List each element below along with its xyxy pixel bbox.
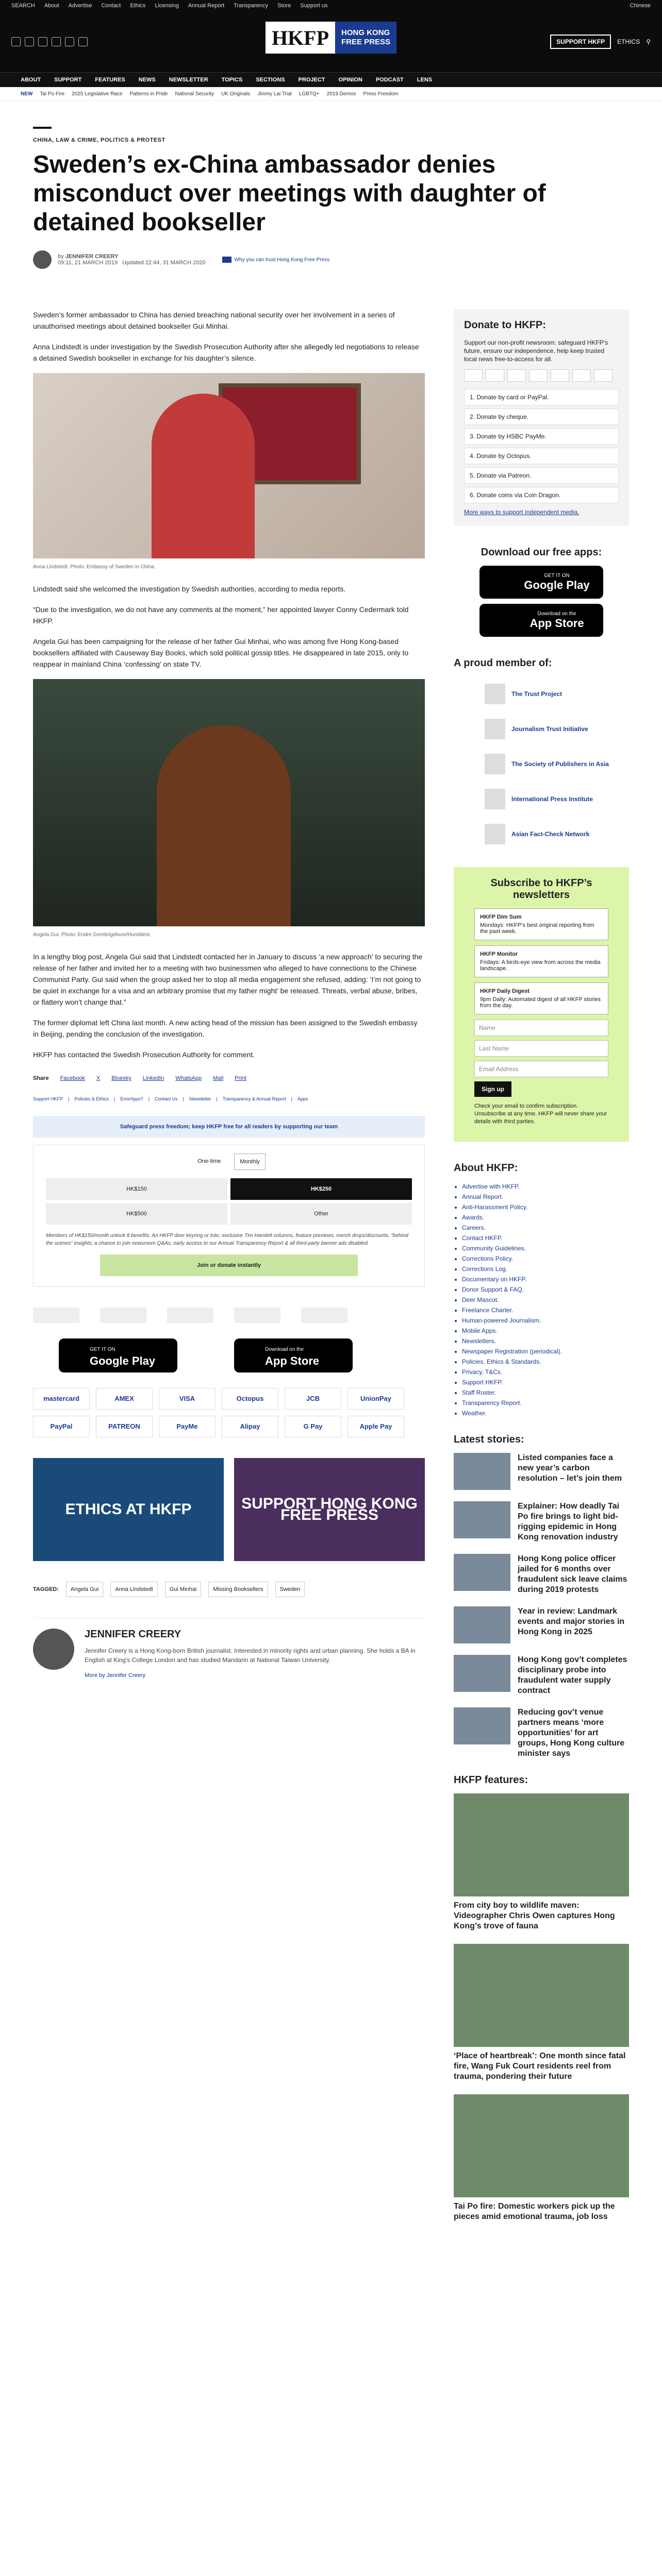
feature-title[interactable]: ‘Place of heartbreak’: One month since fatal fire, Wang Fuk Court residents reel from trauma, pondering their future [454, 2052, 626, 2081]
trending-link[interactable]: National Security [175, 91, 214, 97]
nav-item[interactable]: FEATURES [95, 77, 125, 83]
feature-item[interactable] [454, 2094, 629, 2222]
payment-logo[interactable]: VISA [159, 1388, 216, 1410]
top-link[interactable]: Licensing [155, 3, 179, 9]
member-section [454, 657, 629, 852]
footer-link[interactable]: Newsletter [189, 1096, 211, 1101]
youtube-icon[interactable] [52, 37, 61, 46]
join-donate-button[interactable]: Join or donate instantly [100, 1255, 358, 1276]
payment-logo[interactable]: AMEX [96, 1388, 153, 1410]
story-item[interactable] [454, 1655, 629, 1696]
new-badge: NEW [21, 91, 33, 97]
payment-logo[interactable]: G Pay [285, 1416, 341, 1437]
publish-date: 09:11, 21 MARCH 2019 [58, 260, 118, 266]
story-title[interactable]: Hong Kong gov’t completes disciplinary probe into fraudulent water supply contract [518, 1655, 627, 1695]
feature-thumbnail[interactable] [454, 1793, 629, 1896]
footer-link[interactable]: Support HKFP [33, 1096, 63, 1101]
paragraph: Lindstedt said she welcomed the investigation by Swedish authorities, according to media reports. [33, 585, 346, 593]
author-bio: Jennifer Creery is a Hong Kong-born British journalist. Interested in minority rights and urban planning. She holds a BA in English at King's College London and has studied Mandarin at National Taiwan University. [85, 1647, 416, 1664]
story-thumbnail[interactable] [454, 1501, 510, 1538]
donate-panel [454, 309, 629, 526]
last-name-field[interactable]: Last Name [474, 1040, 608, 1057]
member-benefits: Members of HK$150/month unlock 8 benefits: An HKFP deer keyring or tote; exclusive Tim Hamlett columns, feature previews, merch drops/discounts, “behind the scenes” insights; a chance to join newsroom Q&As; early access to our Annual Transparency Report & all third-party banner ads disabled. [46, 1233, 408, 1246]
payment-logo[interactable]: Octopus [222, 1388, 278, 1410]
paragraph: Anna Lindstedt is under investigation by the Swedish Prosecution Authority after she allegedly led negotiations to release a detained Swedish bookseller in exchange for his daughter’s silence. [33, 343, 419, 362]
logo-wordmark: HKFP [271, 26, 329, 49]
facebook-icon[interactable] [11, 37, 21, 46]
app-store-button[interactable]: Download on the App Store [479, 604, 603, 637]
story-title[interactable]: Year in review: Landmark events and major stories in Hong Kong in 2025 [518, 1607, 625, 1636]
footer-link[interactable]: Contact Us [155, 1096, 178, 1101]
about-link[interactable]: • Awards. [462, 1212, 629, 1223]
linkedin-icon[interactable] [65, 37, 74, 46]
donate-option[interactable]: 3. Donate by HSBC PayMe. [464, 428, 619, 445]
payment-methods [33, 1388, 425, 1437]
nav-item[interactable]: NEWSLETTER [169, 77, 208, 83]
amount-option[interactable]: Other [230, 1203, 412, 1225]
support-promo[interactable]: SUPPORT HONG KONG FREE PRESS [234, 1458, 425, 1561]
about-link[interactable]: • Transparency Report. [462, 1398, 629, 1408]
trending-bar [0, 87, 662, 101]
google-play-button[interactable]: GET IT ON Google Play [479, 566, 603, 599]
newsletter-title: Subscribe to HKFP’s newsletters [490, 877, 592, 901]
donate-text: Support our non-profit newsroom: safeguard HKFP’s future, ensure our independence, help keep trusted local news free-to-access for all. [464, 339, 608, 363]
story-thumbnail[interactable] [454, 1707, 510, 1744]
about-link[interactable]: • Weather. [462, 1408, 629, 1418]
by-label: by [58, 253, 64, 260]
google-play-button[interactable]: GET IT ON Google Play [59, 1338, 177, 1372]
card-icon [507, 369, 526, 382]
footer-link[interactable]: Policies & Ethics [74, 1096, 109, 1101]
card-icon [594, 369, 613, 382]
share-label: Share [33, 1075, 49, 1081]
about-link[interactable]: • Mobile Apps. [462, 1326, 629, 1336]
payment-logo[interactable]: Apple Pay [347, 1416, 404, 1437]
story-thumbnail[interactable] [454, 1453, 510, 1490]
trust-note[interactable]: Why you can trust Hong Kong Free Press [222, 257, 330, 263]
footer-link[interactable]: Error/typo? [120, 1096, 143, 1101]
divider [33, 127, 52, 129]
share-facebook[interactable]: Facebook [60, 1075, 85, 1081]
tagged-label: TAGGED: [33, 1586, 59, 1592]
feature-item[interactable] [454, 1793, 629, 1931]
about-link[interactable]: • Newsletters. [462, 1336, 629, 1346]
trending-link[interactable]: LGBTQ+ [299, 91, 320, 97]
paragraph: HKFP has contacted the Swedish Prosecution Authority for comment. [33, 1050, 255, 1059]
member-logo[interactable]: International Press Institute [454, 782, 629, 817]
latest-stories [454, 1434, 629, 1759]
article-body [33, 309, 425, 1681]
payment-logo[interactable]: PayPal [33, 1416, 90, 1437]
newsletter-option[interactable]: HKFP Daily Digest 9pm Daily: Automated digest of all HKFP stories from the day. [474, 982, 608, 1014]
paragraph: “Due to the investigation, we do not have any comments at the moment,” her appointed lawyer Conny Cedermark told HKFP. [33, 605, 409, 625]
instagram-icon[interactable] [38, 37, 47, 46]
apps-title: Download our free apps: [481, 547, 602, 558]
newsletter-signup [454, 867, 629, 1142]
card-icon [572, 369, 591, 382]
payment-logo[interactable]: UnionPay [347, 1388, 404, 1410]
trending-link[interactable]: Press Freedom [363, 91, 399, 97]
about-section [454, 1162, 629, 1418]
toggle-one-time[interactable]: One-time [197, 1158, 221, 1164]
author-name[interactable]: JENNIFER CREERY [85, 1629, 181, 1640]
name-field[interactable]: Name [474, 1020, 608, 1036]
search-icon[interactable]: ⚲ [646, 38, 651, 45]
story-title[interactable]: Explainer: How deadly Tai Po fire brings to light bid-rigging epidemic in Hong Kong renovation industry [518, 1502, 620, 1541]
story-title[interactable]: Hong Kong police officer jailed for 6 months over fraudulent sick leave claims during 2019 protests [518, 1554, 627, 1594]
nav-item[interactable]: LENS [417, 77, 433, 83]
trust-icon [222, 257, 231, 263]
article-photo-gui [33, 679, 425, 926]
about-link[interactable]: • Newspaper Registration (periodical). [462, 1346, 629, 1357]
top-link[interactable]: Ethics [130, 3, 146, 9]
afcn-logo[interactable] [301, 1308, 347, 1323]
donation-widget [33, 1145, 425, 1287]
tag[interactable]: Anna Lindstedt [110, 1582, 157, 1597]
trending-link[interactable]: UK Originals [221, 91, 251, 97]
search-link[interactable]: SEARCH [11, 3, 35, 9]
apps-section [454, 547, 629, 637]
about-link[interactable]: • Donor Support & FAQ. [462, 1284, 629, 1295]
tag[interactable]: Sweden [275, 1582, 305, 1597]
payment-logo[interactable]: PATREON [96, 1416, 153, 1437]
trending-link[interactable]: Jimmy Lai Trial [257, 91, 292, 97]
top-link[interactable]: About [44, 3, 59, 9]
donate-option[interactable]: 2. Donate by cheque. [464, 409, 619, 425]
signup-note: Check your email to confirm subscription. Unsubscribe at any time. HKFP will never share your details with third parties. [474, 1103, 607, 1125]
newsletter-option[interactable]: HKFP Monitor Fridays: A birds-eye view from across the media landscape. [474, 945, 608, 977]
tag[interactable]: Missing Booksellers [208, 1582, 268, 1597]
photo-caption: Anna Lindstedt. Photo: Embassy of Sweden in China. [33, 564, 156, 570]
member-logo[interactable]: Journalism Trust Initiative [454, 711, 629, 747]
story-item[interactable] [454, 1554, 629, 1595]
paragraph: Sweden’s former ambassador to China has denied breaching national security over her involvement in a series of unauthorised meetings about detained bookseller Gui Minhai. [33, 311, 395, 330]
member-logos-row [33, 1308, 425, 1323]
amount-option[interactable]: HK$500 [46, 1203, 227, 1225]
features-title: HKFP features: [454, 1774, 528, 1786]
trending-link[interactable]: 2019 Demos [326, 91, 356, 97]
social-icons [11, 37, 88, 46]
card-icon [551, 369, 569, 382]
donate-title: Donate to HKFP: [464, 319, 546, 331]
article-photo-lindstedt [33, 373, 425, 558]
safeguard-banner[interactable]: Safeguard press freedom; keep HKFP free for all readers by supporting our team [33, 1116, 425, 1138]
author-photo[interactable] [33, 1629, 74, 1670]
card-icon [464, 369, 483, 382]
share-x[interactable]: X [96, 1075, 101, 1081]
share-bluesky[interactable]: Bluesky [111, 1075, 131, 1081]
rss-icon[interactable] [78, 37, 88, 46]
nav-item[interactable]: OPINION [338, 77, 362, 83]
donate-option[interactable]: 6. Donate coins via Coin Dragon. [464, 487, 619, 503]
feature-thumbnail[interactable] [454, 1944, 629, 2047]
support-hkfp-button[interactable]: SUPPORT HKFP [550, 35, 611, 49]
card-icon [486, 369, 504, 382]
payment-logo[interactable]: PayMe [159, 1416, 216, 1437]
promo-banners [33, 1458, 425, 1561]
amount-option[interactable]: HK$150 [46, 1178, 227, 1200]
story-thumbnail[interactable] [454, 1655, 510, 1692]
about-link[interactable]: • Deer Mascot. [462, 1295, 629, 1305]
about-link[interactable]: • Policies, Ethics & Standards. [462, 1357, 629, 1367]
card-icon [529, 369, 548, 382]
article-category[interactable]: CHINA, LAW & CRIME, POLITICS & PROTEST [33, 137, 166, 143]
features-section [454, 1774, 629, 2222]
about-link[interactable]: • Community Guidelines. [462, 1243, 629, 1253]
nav-item[interactable]: TOPICS [221, 77, 243, 83]
story-title[interactable]: Listed companies face a new year’s carbon resolution – let’s join them [518, 1453, 622, 1483]
nav-item[interactable]: PODCAST [375, 77, 404, 83]
feature-item[interactable] [454, 1944, 629, 2082]
jti-logo[interactable] [100, 1308, 146, 1323]
top-link[interactable]: Advertise [68, 3, 92, 9]
payment-logo[interactable]: mastercard [33, 1388, 90, 1410]
ethics-promo[interactable]: ETHICS AT HKFP [33, 1458, 224, 1561]
donate-option[interactable]: 5. Donate via Patreon. [464, 467, 619, 484]
signup-button[interactable]: Sign up [474, 1081, 511, 1097]
story-thumbnail[interactable] [454, 1554, 510, 1591]
share-bar [33, 1073, 425, 1084]
ipi-logo[interactable] [234, 1308, 280, 1323]
tag[interactable]: Angela Gui [66, 1582, 103, 1597]
newsletter-option[interactable]: HKFP Dim Sum Mondays: HKFP’s best original reporting from the past week. [474, 908, 608, 940]
about-link[interactable]: • Corrections Policy. [462, 1253, 629, 1264]
language-link[interactable]: Chinese [630, 3, 651, 9]
top-link[interactable]: Annual Report [188, 3, 225, 9]
feature-thumbnail[interactable] [454, 2094, 629, 2197]
about-link[interactable]: • Advertise with HKFP. [462, 1181, 629, 1192]
donate-option[interactable]: 4. Donate by Octopus. [464, 448, 619, 464]
article-header [0, 101, 662, 269]
top-link[interactable]: Support us [300, 3, 328, 9]
author-avatar[interactable] [33, 250, 52, 269]
email-field[interactable]: Email Address [474, 1061, 608, 1077]
about-link[interactable]: • Anti-Harassment Policy. [462, 1202, 629, 1212]
member-logo[interactable]: The Society of Publishers in Asia [454, 747, 629, 782]
story-thumbnail[interactable] [454, 1606, 510, 1643]
story-item[interactable] [454, 1453, 629, 1490]
story-item[interactable] [454, 1707, 629, 1759]
about-link[interactable]: • Human-powered Journalism. [462, 1315, 629, 1326]
donate-option[interactable]: 1. Donate by card or PayPal. [464, 389, 619, 405]
share-whatsapp[interactable]: WhatsApp [175, 1075, 202, 1081]
nav-item[interactable]: ABOUT [21, 77, 41, 83]
article-title: Sweden’s ex-China ambassador denies misconduct over meetings with daughter of detained bookseller [33, 151, 546, 236]
main-nav [0, 72, 662, 87]
masthead [0, 11, 662, 72]
story-title[interactable]: Reducing gov’t venue partners means ‘more opportunities’ for art groups, Hong Kong culture minister says [518, 1708, 625, 1758]
about-link[interactable]: • Support HKFP. [462, 1377, 629, 1387]
trending-link[interactable]: Patterns in Pride [129, 91, 168, 97]
site-logo[interactable] [266, 22, 396, 54]
member-logo[interactable]: The Trust Project [454, 676, 629, 711]
paragraph: Angela Gui has been campaigning for the release of her father Gui Minhai, who was among five Hong Kong-based booksellers affiliated with Causeway Bay Books, which sold political gossip titles. He disappeared in late 2015, only to reappear in mainland China ‘confessing’ on state TV. [33, 637, 409, 668]
about-title: About HKFP: [454, 1162, 518, 1174]
nav-item[interactable]: NEWS [138, 77, 156, 83]
x-icon[interactable] [25, 37, 34, 46]
author-box [33, 1618, 425, 1681]
tag[interactable]: Gui Minhai [165, 1582, 202, 1597]
story-item[interactable] [454, 1606, 629, 1643]
more-ways-link[interactable]: More ways to support independent media. [464, 509, 580, 516]
app-store-row [33, 1338, 425, 1372]
sidebar [454, 309, 629, 2234]
about-link[interactable]: • Careers. [462, 1223, 629, 1233]
nav-item[interactable]: SUPPORT [54, 77, 82, 83]
about-link[interactable]: • Annual Report. [462, 1192, 629, 1202]
payment-logo[interactable]: Alipay [222, 1416, 278, 1437]
trending-link[interactable]: Tai Po Fire [40, 91, 65, 97]
share-print[interactable]: Print [235, 1075, 246, 1081]
payment-logo[interactable]: JCB [285, 1388, 341, 1410]
author-name[interactable]: JENNIFER CREERY [65, 253, 119, 260]
top-link[interactable]: Store [277, 3, 291, 9]
sopa-logo[interactable] [167, 1308, 213, 1323]
ethics-link[interactable]: ETHICS [617, 38, 640, 45]
nav-item[interactable]: PROJECT [298, 77, 325, 83]
article-tags [33, 1582, 425, 1597]
card-logos [464, 369, 619, 382]
paragraph: The former diplomat left China last month. A new acting head of the mission has been assigned to the Swedish embassy in Beijing, pending the conclusion of the investigation. [33, 1019, 418, 1038]
app-store-button[interactable]: Download on the App Store [234, 1338, 353, 1372]
share-linkedin[interactable]: LinkedIn [142, 1075, 164, 1081]
trending-link[interactable]: 2025 Legislative Race [72, 91, 123, 97]
about-link[interactable]: • Documentary on HKFP. [462, 1274, 629, 1284]
photo-caption: Angela Gui. Photo: Endre Gerebrigebure/Humbleot. [33, 932, 152, 938]
top-link[interactable]: Contact [101, 3, 121, 9]
trust-project-logo[interactable] [33, 1308, 79, 1323]
nav-item[interactable]: SECTIONS [256, 77, 285, 83]
member-logo[interactable]: Asian Fact-Check Network [454, 817, 629, 852]
paragraph: In a lengthy blog post, Angela Gui said that Lindstedt contacted her in January to discuss ‘a new approach’ to securing the release of her father and invited her to a meeting with two businessmen who alleged to have connections to the Chinese Communist Party. Gui said when the group asked her to stop all media engagement she refused, adding: ‘I’m not going to be quiet in exchange for a visa and an arbitrary promise that my father might’ be released. Threats, verbal abuse, bribes, or flattery won’t change that.” [33, 953, 423, 1006]
about-link[interactable]: • Corrections Log. [462, 1264, 629, 1274]
byline [33, 250, 629, 269]
more-by-author-link[interactable]: More by Jennifer Creery [85, 1672, 145, 1679]
footer-links: Support HKFP | Policies & Ethics | Error/typo? | Contact Us | Newsletter | Transparency & Annual Report | Apps [33, 1093, 425, 1105]
updated-date: Updated 22:44, 31 MARCH 2020 [122, 260, 206, 266]
toggle-monthly[interactable]: Monthly [234, 1154, 266, 1170]
about-link[interactable]: • Contact HKFP. [462, 1233, 629, 1243]
member-title: A proud member of: [454, 657, 552, 669]
amount-option-selected[interactable]: HK$250 [230, 1178, 412, 1200]
about-link[interactable]: • Staff Roster. [462, 1387, 629, 1398]
logo-tagline: HONG KONG FREE PRESS [335, 22, 396, 54]
top-utility-bar [0, 0, 662, 11]
story-item[interactable] [454, 1501, 629, 1543]
footer-link[interactable]: Transparency & Annual Report [222, 1096, 286, 1101]
footer-link[interactable]: Apps [297, 1096, 308, 1101]
share-mail[interactable]: Mail [213, 1075, 224, 1081]
latest-title: Latest stories: [454, 1434, 524, 1445]
about-link[interactable]: • Freelance Charter. [462, 1305, 629, 1315]
top-link[interactable]: Transparency [234, 3, 268, 9]
feature-title[interactable]: From city boy to wildlife maven: Videographer Chris Owen captures Hong Kong’s trove of fauna [454, 1901, 615, 1930]
about-link[interactable]: • Privacy, T&Cs. [462, 1367, 629, 1377]
feature-title[interactable]: Tai Po fire: Domestic workers pick up the pieces amid emotional trauma, job loss [454, 2202, 615, 2221]
